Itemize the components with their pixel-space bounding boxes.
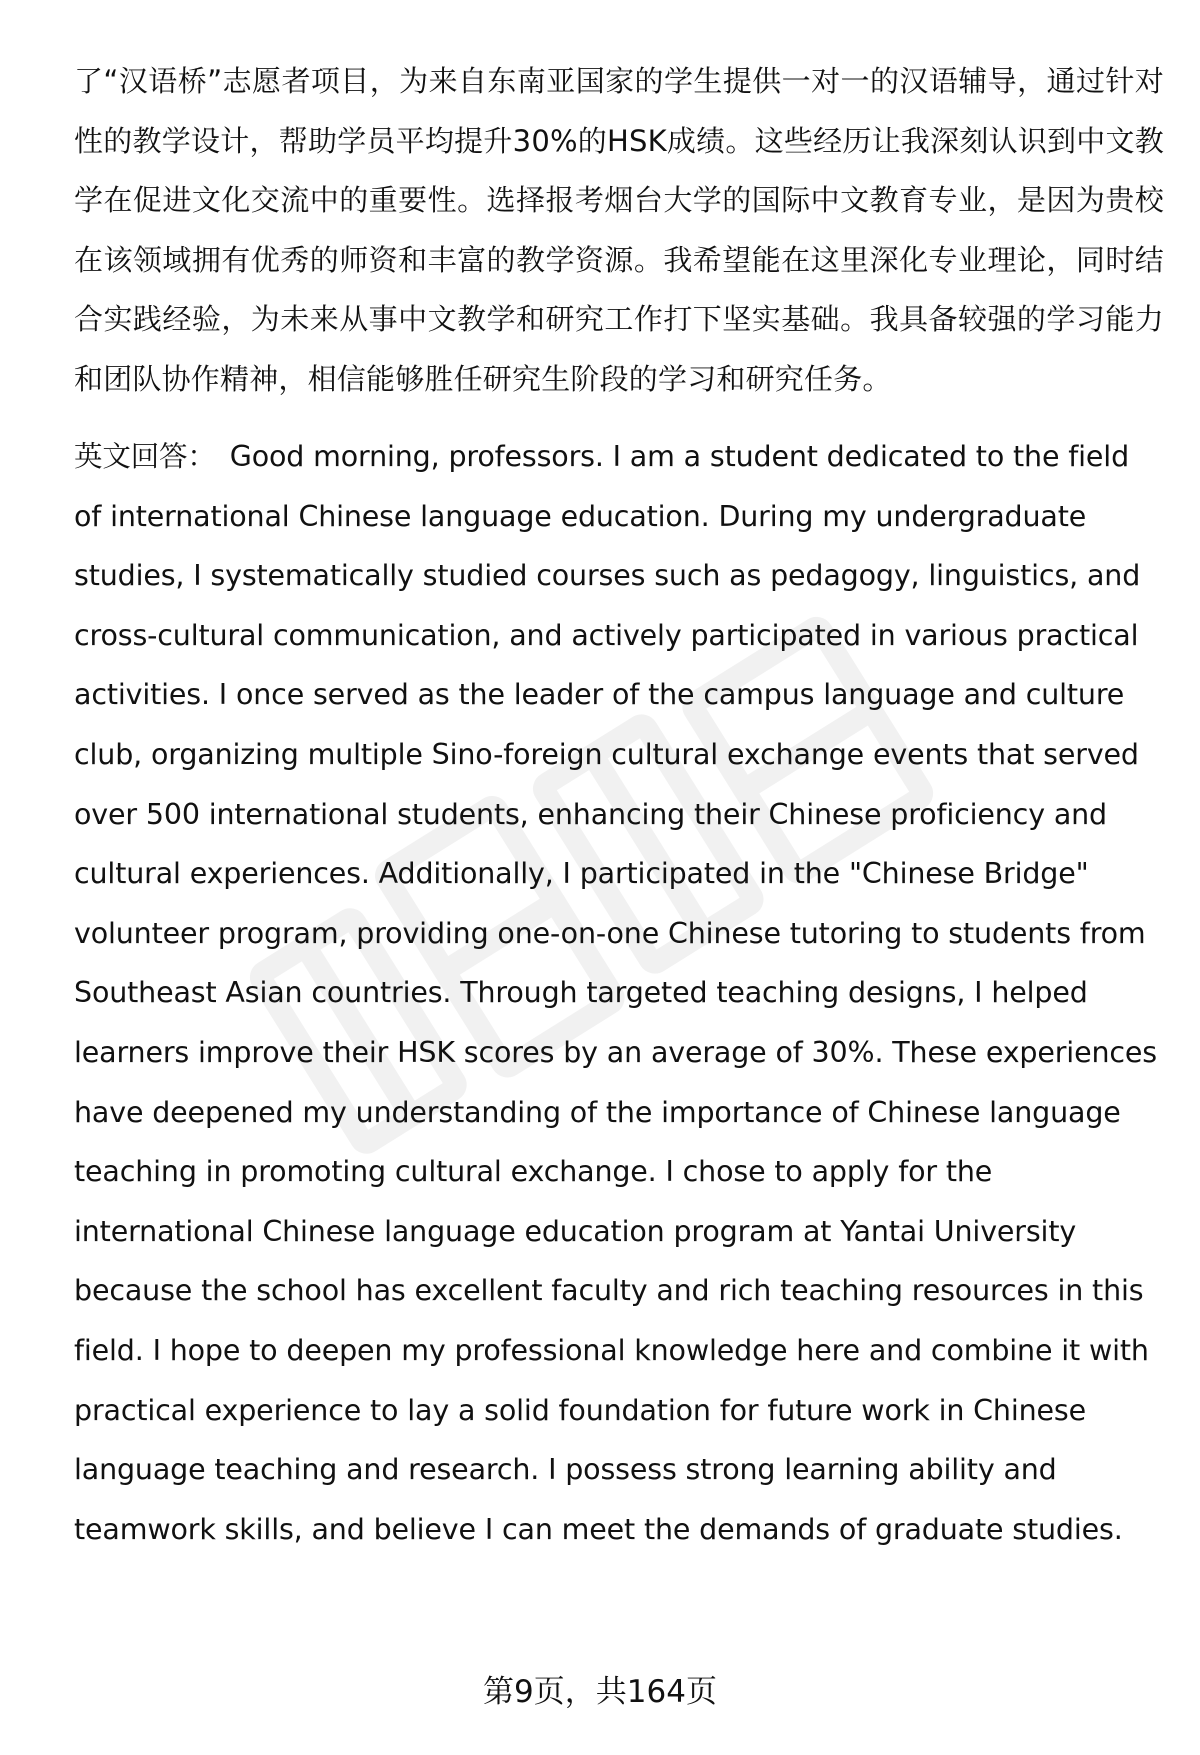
- page-number-footer: 第9页，共164页: [483, 1674, 717, 1710]
- chinese-answer-paragraph: 了“汉语桥”志愿者项目，为来自东南亚国家的学生提供一对一的汉语辅导，通过针对性的教学设计，帮助学员平均提升30%的HSK成绩。这些经历让我深刻认识到中文教学在促进文化交流中的重要性。选择报考烟台大学的国际中文教育专业，是因为贵校在该领域拥有优秀的师资和丰富的教学资源。我希望能在这里深化专业理论，同时结合实践经验，为未来从事中文教学和研究工作打下坚实基础。我具备较强的学习能力和团队协作精神，相信能够胜任研究生阶段的学习和研究任务。: [74, 64, 1164, 396]
- english-answer-paragraph: [74, 427, 1164, 1559]
- document-body: [74, 52, 1164, 1559]
- english-answer-label: 英文回答：: [74, 440, 216, 473]
- english-answer-text: Good morning, professors. I am a student dedicated to the field of international Chinese language education. During my undergraduate studies, I systematically studied courses such as pedagogy, linguistics, and cross-cultural communication, and actively participated in various practical activities. I once served as the leader of the campus language and culture club, organizing multiple Sino-foreign cultural exchange events that served over 500 international students, enhancing their Chinese proficiency and cultural experiences. Additionally, I participated in the "Chinese Bridge" volunteer program, providing one-on-one Chinese tutoring to students from Southeast Asian countries. Through targeted teaching designs, I helped learners improve their HSK scores by an average of 30%. These experiences have deepened my understanding of the importance of Chinese language teaching in promoting cultural exchange. I chose to apply for the international Chinese language education program at Yantai University because the school has excellent faculty and rich teaching resources in this field. I hope to deepen my professional knowledge here and combine it with practical experience to lay a solid foundation for future work in Chinese language teaching and research. I possess strong learning ability and teamwork skills, and believe I can meet the demands of graduate studies.: [74, 440, 1157, 1546]
